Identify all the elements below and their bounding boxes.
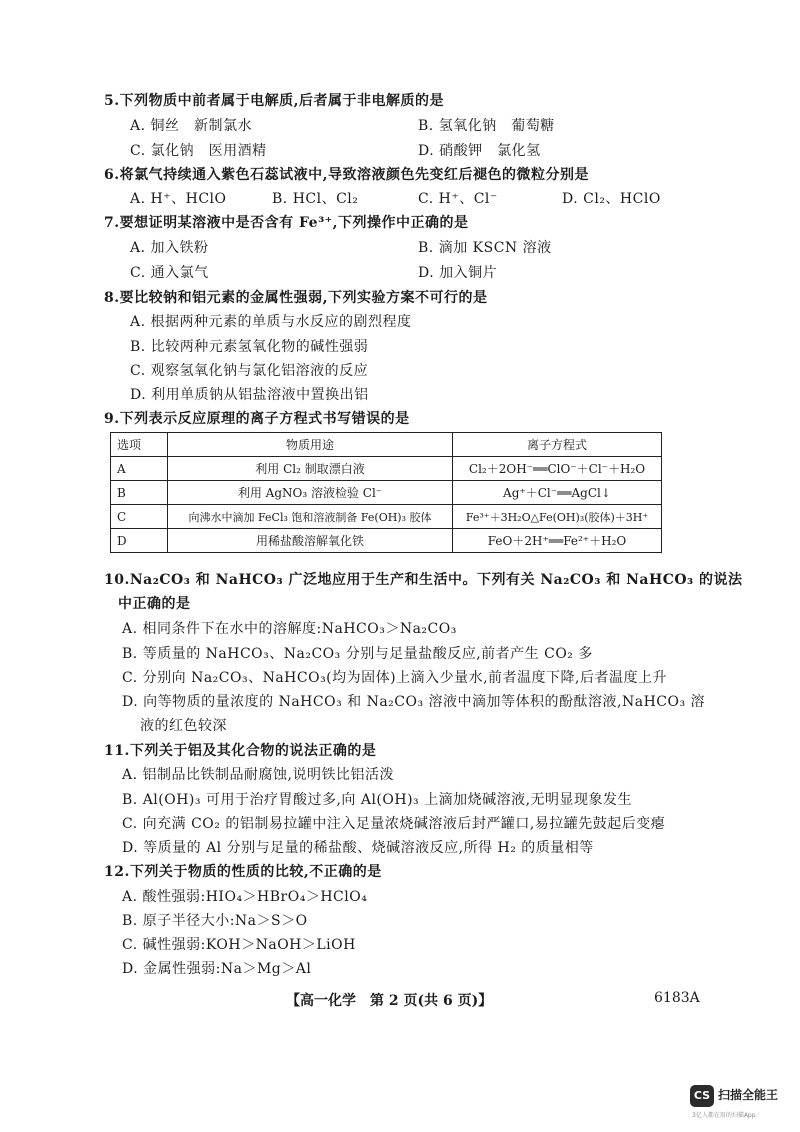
table-cell-equation: Cl₂＋2OH⁻══ClO⁻＋Cl⁻＋H₂O xyxy=(453,457,662,481)
question-7-option-c: C. 通入氯气 xyxy=(130,265,209,281)
question-7-option-b: B. 滴加 KSCN 溶液 xyxy=(418,240,552,256)
watermark-name: 扫描全能王 xyxy=(718,1088,779,1102)
question-12-option-b: B. 原子半径大小:Na＞S＞O xyxy=(122,913,308,929)
question-10-option-b: B. 等质量的 NaHCO₃、Na₂CO₃ 分别与足量盐酸反应,前者产生 CO₂ 多 xyxy=(122,646,593,662)
table-header-usage: 物质用途 xyxy=(168,433,453,457)
question-7-stem: 7.要想证明某溶液中是否含有 Fe³⁺,下列操作中正确的是 xyxy=(104,215,469,231)
table-cell-usage: 向沸水中滴加 FeCl₃ 饱和溶液制备 Fe(OH)₃ 胶体 xyxy=(168,505,453,529)
question-10-option-d: D. 向等物质的量浓度的 NaHCO₃ 和 Na₂CO₃ 溶液中滴加等体积的酚酞溶液,NaHCO₃ 溶 xyxy=(122,694,706,710)
scanner-watermark xyxy=(690,1083,800,1123)
question-6-option-a: A. H⁺、HClO xyxy=(130,191,227,207)
watermark-tagline: 3亿人都在用的扫描App xyxy=(692,1112,756,1119)
question-11-option-c: C. 向充满 CO₂ 的铝制易拉罐中注入足量浓烧碱溶液后封严罐口,易拉罐先鼓起后变瘪 xyxy=(122,816,666,832)
table-cell-usage: 利用 AgNO₃ 溶液检验 Cl⁻ xyxy=(168,481,453,505)
question-12-stem: 12.下列关于物质的性质的比较,不正确的是 xyxy=(104,864,382,880)
question-10-option-d-continued: 液的红色较深 xyxy=(140,718,227,734)
question-7-option-d: D. 加入铜片 xyxy=(418,265,498,281)
question-11-stem: 11.下列关于铝及其化合物的说法正确的是 xyxy=(104,743,377,759)
table-cell-usage: 用稀盐酸溶解氧化铁 xyxy=(168,529,453,553)
table-cell-option: A xyxy=(111,457,168,481)
question-11-option-a: A. 铝制品比铁制品耐腐蚀,说明铁比铝活泼 xyxy=(122,767,394,783)
question-8-option-b: B. 比较两种元素氢氧化物的碱性强弱 xyxy=(130,339,369,355)
table-row xyxy=(111,529,662,553)
question-8-option-d: D. 利用单质钠从铝盐溶液中置换出铝 xyxy=(130,387,369,403)
question-6-option-d: D. Cl₂、HClO xyxy=(562,191,661,207)
question-12-option-c: C. 碱性强弱:KOH＞NaOH＞LiOH xyxy=(122,937,356,953)
question-9-stem: 9.下列表示反应原理的离子方程式书写错误的是 xyxy=(104,411,410,427)
question-10-option-c: C. 分别向 Na₂CO₃、NaHCO₃(均为固体)上滴入少量水,前者温度下降,后者温度上升 xyxy=(122,670,668,686)
question-5-option-c: C. 氯化钠 医用酒精 xyxy=(130,143,267,159)
question-5-option-b: B. 氢氧化钠 葡萄糖 xyxy=(418,118,555,134)
question-10-option-a: A. 相同条件下在水中的溶解度:NaHCO₃＞Na₂CO₃ xyxy=(122,621,457,637)
table-header-equation: 离子方程式 xyxy=(453,433,662,457)
question-8-stem: 8.要比较钠和铝元素的金属性强弱,下列实验方案不可行的是 xyxy=(104,290,488,306)
question-5-option-a: A. 铜丝 新制氯水 xyxy=(130,118,253,134)
question-6-option-c: C. H⁺、Cl⁻ xyxy=(418,191,498,207)
table-cell-equation: FeO＋2H⁺══Fe²⁺＋H₂O xyxy=(453,529,662,553)
question-11-option-d: D. 等质量的 Al 分别与足量的稀盐酸、烧碱溶液反应,所得 H₂ 的质量相等 xyxy=(122,840,594,856)
table-cell-equation: Fe³⁺＋3H₂O△Fe(OH)₃(胶体)＋3H⁺ xyxy=(453,505,662,529)
table-header-option: 选项 xyxy=(111,433,168,457)
question-8-option-a: A. 根据两种元素的单质与水反应的剧烈程度 xyxy=(130,314,412,330)
question-8-option-c: C. 观察氢氧化钠与氯化铝溶液的反应 xyxy=(130,363,369,379)
table-header-row xyxy=(111,433,662,457)
table-cell-equation: Ag⁺＋Cl⁻══AgCl↓ xyxy=(453,481,662,505)
table-row xyxy=(111,481,662,505)
exam-code: 6183A xyxy=(654,990,700,1006)
question-5-stem: 5.下列物质中前者属于电解质,后者属于非电解质的是 xyxy=(104,93,444,109)
question-11-option-b: B. Al(OH)₃ 可用于治疗胃酸过多,向 Al(OH)₃ 上滴加烧碱溶液,无明显现象发生 xyxy=(122,792,633,808)
question-9-table xyxy=(110,432,662,553)
table-cell-usage: 利用 Cl₂ 制取漂白液 xyxy=(168,457,453,481)
question-12-option-a: A. 酸性强弱:HIO₄＞HBrO₄＞HClO₄ xyxy=(122,889,368,905)
table-row xyxy=(111,457,662,481)
question-6-stem: 6.将氯气持续通入紫色石蕊试液中,导致溶液颜色先变红后褪色的微粒分别是 xyxy=(104,167,589,183)
question-10-stem-continued: 中正确的是 xyxy=(118,596,191,612)
question-6-option-b: B. HCl、Cl₂ xyxy=(272,191,359,207)
question-7-option-a: A. 加入铁粉 xyxy=(130,240,209,256)
table-row xyxy=(111,505,662,529)
question-12-option-d: D. 金属性强弱:Na＞Mg＞Al xyxy=(122,961,312,977)
page-footer: 【高一化学 第 2 页(共 6 页)】 xyxy=(286,993,493,1009)
camscanner-logo-icon: CS xyxy=(690,1085,714,1107)
table-cell-option: B xyxy=(111,481,168,505)
question-10-stem: 10.Na₂CO₃ 和 NaHCO₃ 广泛地应用于生产和生活中。下列有关 Na₂CO₃ 和 NaHCO₃ 的说法 xyxy=(104,572,743,588)
table-cell-option: C xyxy=(111,505,168,529)
question-5-option-d: D. 硝酸钾 氯化氢 xyxy=(418,143,541,159)
table-cell-option: D xyxy=(111,529,168,553)
